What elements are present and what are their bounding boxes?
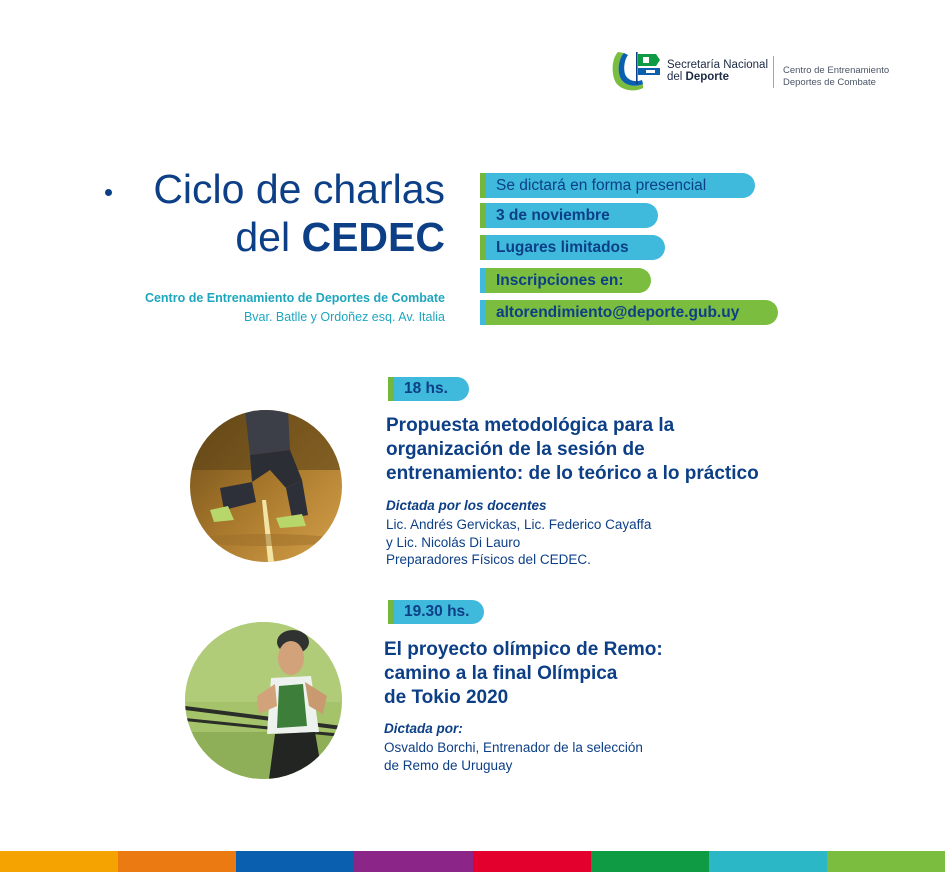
email-pill[interactable]: altorendimiento@deporte.gub.uy xyxy=(480,300,778,325)
page-title: Ciclo de charlas del CEDEC xyxy=(153,166,445,260)
title-bullet xyxy=(105,189,112,196)
color-stripe-segment xyxy=(236,851,354,872)
kneeling-athlete-photo xyxy=(190,410,342,562)
color-stripe-segment xyxy=(0,851,118,872)
registration-pill: Inscripciones en: xyxy=(480,268,651,293)
secretariat-name: Secretaría Nacional del Deporte xyxy=(667,59,768,83)
secretaria-logo xyxy=(610,48,900,94)
session-2-by: Dictada por: xyxy=(384,721,463,736)
color-stripe-segment xyxy=(473,851,591,872)
color-stripe-segment xyxy=(709,851,827,872)
logo-divider xyxy=(773,56,774,88)
places-pill: Lugares limitados xyxy=(480,235,665,260)
color-stripe-segment xyxy=(354,851,472,872)
venue-info: Centro de Entrenamiento de Deportes de Combate Bvar. Batlle y Ordoñez esq. Av. Italia xyxy=(144,291,445,324)
color-stripe-segment xyxy=(118,851,236,872)
session-1-by: Dictada por los docentes xyxy=(386,498,547,513)
sport-secretariat-logo-icon xyxy=(610,48,666,94)
color-stripe-segment xyxy=(591,851,709,872)
session-1-title: Propuesta metodológica para la organización de la sesión de entrenamiento: de lo teórico a lo práctico xyxy=(386,415,759,484)
session-1-speakers: Lic. Andrés Gervickas, Lic. Federico Cayaffa y Lic. Nicolás Di Lauro Preparadores Físicos del CEDEC. xyxy=(386,517,652,567)
session-2-title: El proyecto olímpico de Remo: camino a la final Olímpica de Tokio 2020 xyxy=(384,639,663,708)
session-2-time: 19.30 hs. xyxy=(388,600,484,624)
session-1-time: 18 hs. xyxy=(388,377,469,401)
date-pill: 3 de noviembre xyxy=(480,203,658,228)
color-stripe-segment xyxy=(827,851,945,872)
modality-pill: Se dictará en forma presencial xyxy=(480,173,755,198)
color-stripe-footer xyxy=(0,851,945,872)
session-2-speakers: Osvaldo Borchi, Entrenador de la selección de Remo de Uruguay xyxy=(384,740,643,773)
rower-photo xyxy=(185,622,342,779)
training-center-name: Centro de Entrenamiento Deportes de Combate xyxy=(783,65,890,88)
